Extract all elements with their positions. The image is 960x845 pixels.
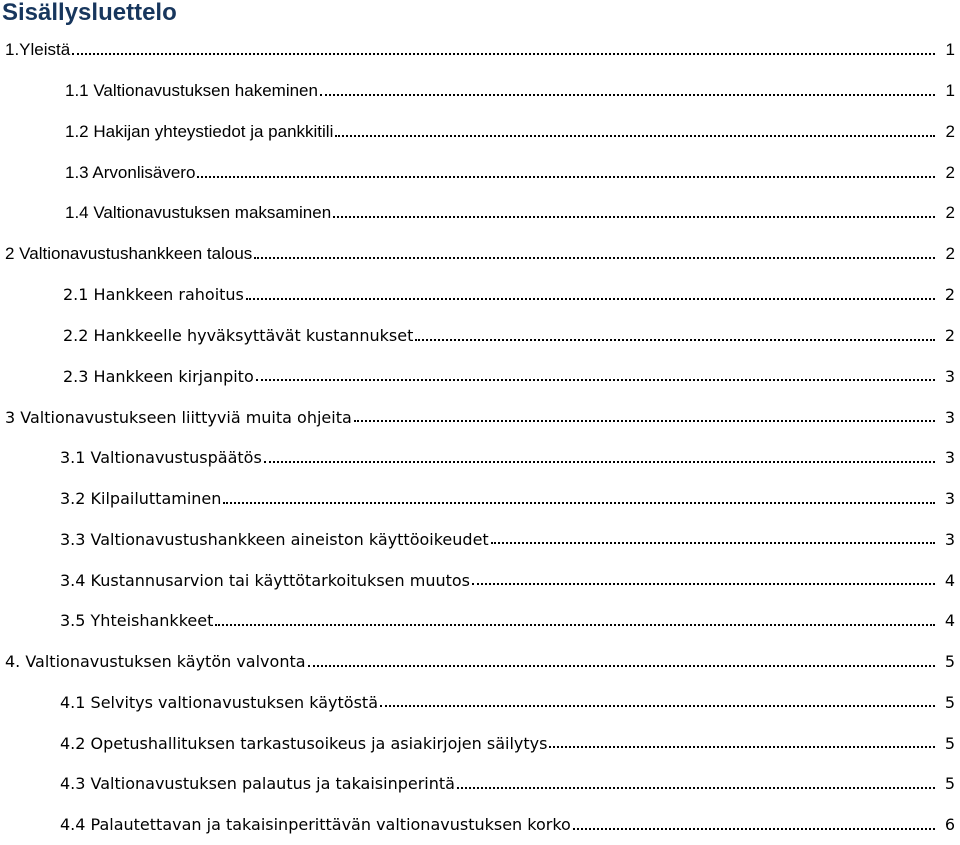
toc-entry-title: 1.3 Arvonlisävero [65, 162, 196, 182]
dot-leader [256, 379, 935, 381]
toc-entry-1[interactable] [0, 30, 960, 71]
toc-entry-title: 2.3 Hankkeen kirjanpito [63, 366, 254, 386]
dot-leader [491, 542, 935, 544]
dot-leader [223, 502, 935, 504]
toc-entry-title: 4. Valtionavustuksen käytön valvonta [5, 652, 306, 672]
toc-page-number: 4 [944, 570, 955, 590]
toc-page-number: 2 [945, 244, 955, 264]
dot-leader [549, 746, 935, 748]
toc-entry-3-4[interactable] [0, 560, 960, 601]
toc-entry-title: 3 Valtionavustukseen liittyviä muita ohjeita [5, 407, 352, 427]
toc-page-number: 2 [945, 162, 955, 182]
toc-entry-4-1[interactable] [0, 682, 960, 723]
dot-leader [246, 298, 935, 300]
toc-page-number: 2 [945, 121, 955, 141]
toc-entry-3-2[interactable] [0, 478, 960, 519]
toc-entry-title: 2 Valtionavustushankkeen talous [5, 244, 253, 264]
toc-entry-title: 3.1 Valtionavustuspäätös [60, 448, 262, 468]
toc-entry-4-4[interactable] [0, 804, 960, 845]
dot-leader [264, 461, 935, 463]
dot-leader [197, 176, 935, 178]
toc-entry-1-4[interactable] [0, 193, 960, 234]
toc-entry-title: 4.4 Palautettavan ja takaisinperittävän valtionavustuksen korko [60, 815, 571, 835]
toc-page-number: 5 [944, 733, 955, 753]
dot-leader [457, 787, 935, 789]
toc-entry-title: 3.3 Valtionavustushankkeen aineiston käyttöoikeudet [60, 529, 489, 549]
toc-page-number: 4 [944, 611, 955, 631]
toc-entry-3-3[interactable] [0, 519, 960, 560]
toc-entry-2-1[interactable] [0, 275, 960, 316]
toc-page-number: 5 [944, 692, 955, 712]
toc-entry-title: 3.4 Kustannusarvion tai käyttötarkoituksen muutos [60, 570, 470, 590]
dot-leader [320, 94, 935, 96]
toc-page-number: 6 [944, 815, 955, 835]
toc-page-number: 2 [944, 326, 955, 346]
dot-leader [335, 135, 935, 137]
dot-leader [415, 339, 935, 341]
dot-leader [472, 583, 935, 585]
toc-entry-2[interactable] [0, 234, 960, 275]
toc-heading: Sisällysluettelo [2, 0, 177, 26]
dot-leader [380, 705, 935, 707]
dot-leader [254, 257, 935, 259]
dot-leader [215, 624, 935, 626]
toc-entry-title: 2.2 Hankkeelle hyväksyttävät kustannukset [63, 326, 414, 346]
toc-entry-title: 3.2 Kilpailuttaminen [60, 489, 222, 509]
toc-page-number: 3 [944, 529, 955, 549]
toc-page-number: 5 [944, 774, 955, 794]
toc-page-number: 3 [944, 366, 955, 386]
toc-entry-2-3[interactable] [0, 356, 960, 397]
toc-page-number: 3 [944, 489, 955, 509]
toc-entry-title: 4.2 Opetushallituksen tarkastusoikeus ja asiakirjojen säilytys [60, 733, 548, 753]
toc-entry-title: 1.1 Valtionavustuksen hakeminen [65, 81, 318, 101]
toc-entry-4[interactable] [0, 641, 960, 682]
toc-page-number: 1 [945, 40, 955, 60]
dot-leader [333, 216, 935, 218]
toc-page-number: 3 [944, 448, 955, 468]
dot-leader [354, 420, 935, 422]
toc-page-number: 5 [944, 652, 955, 672]
toc-entry-title: 4.3 Valtionavustuksen palautus ja takaisinperintä [60, 774, 455, 794]
toc-entry-1-1[interactable] [0, 71, 960, 112]
toc-entry-3[interactable] [0, 397, 960, 438]
toc-entry-title: 4.1 Selvitys valtionavustuksen käytöstä [60, 692, 378, 712]
toc-list [0, 30, 960, 845]
toc-page-number: 2 [945, 203, 955, 223]
dot-leader [72, 53, 935, 55]
toc-entry-1-3[interactable] [0, 152, 960, 193]
toc-page-number: 1 [945, 81, 955, 101]
dot-leader [308, 665, 935, 667]
toc-page-number: 2 [944, 285, 955, 305]
toc-entry-title: 1.Yleistä [5, 40, 71, 60]
dot-leader [573, 828, 935, 830]
toc-entry-title: 1.2 Hakijan yhteystiedot ja pankkitili [65, 121, 334, 141]
toc-entry-title: 1.4 Valtionavustuksen maksaminen [65, 203, 332, 223]
toc-entry-1-2[interactable] [0, 112, 960, 153]
toc-entry-title: 3.5 Yhteishankkeet [60, 611, 214, 631]
toc-entry-3-5[interactable] [0, 601, 960, 642]
toc-entry-4-3[interactable] [0, 764, 960, 805]
toc-page-number: 3 [944, 407, 955, 427]
toc-entry-4-2[interactable] [0, 723, 960, 764]
toc-entry-title: 2.1 Hankkeen rahoitus [63, 285, 244, 305]
toc-entry-2-2[interactable] [0, 315, 960, 356]
toc-entry-3-1[interactable] [0, 438, 960, 479]
